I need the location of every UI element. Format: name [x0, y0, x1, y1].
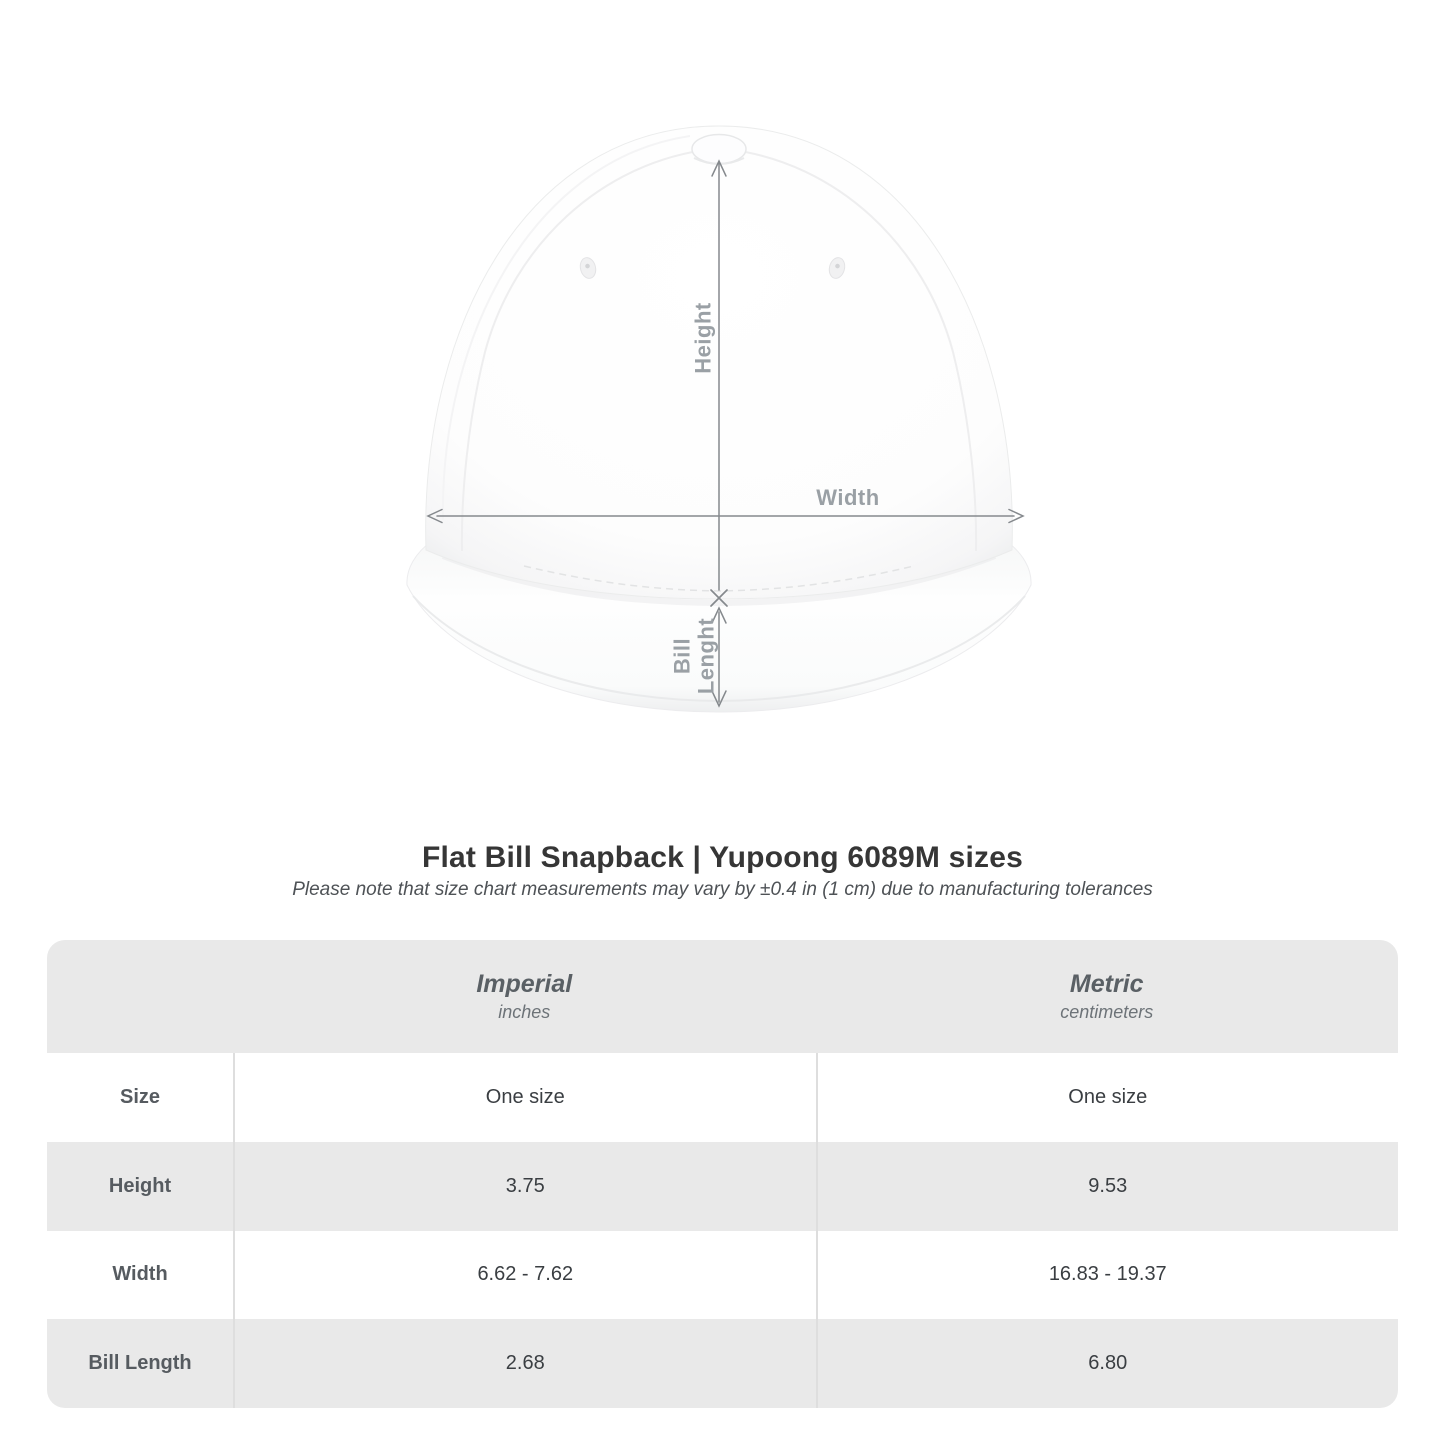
row-label: Size	[119, 1085, 161, 1108]
table-row-size	[47, 1053, 1398, 1142]
row-label: Width	[112, 1263, 168, 1286]
metric-column-unit: centimeters	[1060, 1002, 1154, 1022]
hat-top-button	[692, 135, 746, 164]
table-row-bill-length	[47, 1319, 1398, 1408]
imperial-value: 6.62 - 7.62	[233, 1231, 816, 1320]
header-imperial-column	[233, 970, 816, 1023]
metric-column-title: Metric	[1069, 970, 1144, 998]
header-metric-column	[816, 970, 1399, 1023]
bill-length-dimension-label-line2: Lenght	[693, 617, 719, 695]
page-subtitle: Please note that size chart measurements may vary by ±0.4 in (1 cm) due to manufacturing tolerances	[292, 879, 1153, 900]
imperial-value: 3.75	[233, 1142, 816, 1231]
size-table-body	[47, 1053, 1398, 1408]
size-table-header	[47, 940, 1398, 1053]
size-table	[47, 940, 1398, 1408]
metric-value: 9.53	[816, 1142, 1399, 1231]
width-dimension-label: Width	[816, 485, 880, 510]
snapback-hat-illustration	[380, 90, 1080, 750]
table-row-height	[47, 1142, 1398, 1231]
page-title: Flat Bill Snapback | Yupoong 6089M sizes	[421, 841, 1023, 874]
imperial-value: 2.68	[233, 1319, 816, 1408]
imperial-column-unit: inches	[498, 1002, 551, 1022]
row-label: Bill Length	[88, 1352, 192, 1375]
metric-value: 6.80	[816, 1319, 1399, 1408]
row-label: Height	[108, 1174, 172, 1197]
metric-value: 16.83 - 19.37	[816, 1231, 1399, 1320]
hat-measurement-diagram	[380, 90, 1080, 750]
metric-value: One size	[816, 1053, 1399, 1142]
imperial-column-title: Imperial	[476, 970, 573, 998]
imperial-value: One size	[233, 1053, 816, 1142]
table-row-width	[47, 1231, 1398, 1320]
height-dimension-label: Height	[690, 302, 716, 374]
bill-length-dimension-label-line1: Bill	[669, 637, 695, 675]
